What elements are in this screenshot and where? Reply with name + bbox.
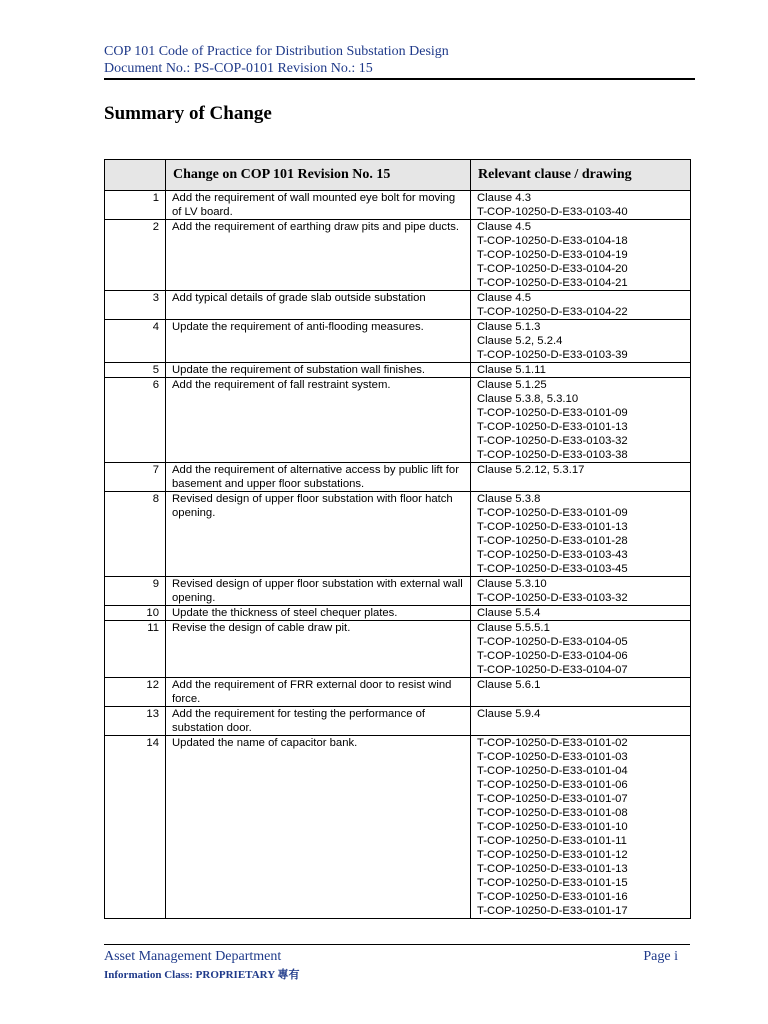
- relevant-references: [471, 736, 691, 919]
- reference-item: T-COP-10250-D-E33-0104-05: [477, 636, 628, 648]
- reference-item: Clause 5.1.11: [477, 364, 546, 376]
- header-title: COP 101 Code of Practice for Distribution Substation Design: [104, 44, 449, 59]
- reference-item: T-COP-10250-D-E33-0101-13: [477, 521, 628, 533]
- reference-item: T-COP-10250-D-E33-0103-39: [477, 349, 628, 361]
- table-row: [105, 378, 691, 463]
- reference-item: T-COP-10250-D-E33-0103-43: [477, 549, 628, 561]
- table-header-row: [105, 160, 691, 191]
- relevant-references: [471, 220, 691, 291]
- reference-item: T-COP-10250-D-E33-0101-09: [477, 407, 628, 419]
- row-number: 2: [105, 220, 166, 291]
- reference-item: Clause 5.6.1: [477, 679, 541, 691]
- reference-item: T-COP-10250-D-E33-0101-15: [477, 877, 628, 889]
- page-number: Page i: [643, 949, 678, 964]
- reference-item: T-COP-10250-D-E33-0103-45: [477, 563, 628, 575]
- row-number: 4: [105, 320, 166, 363]
- change-description: Add the requirement for testing the performance of substation door.: [166, 707, 471, 736]
- row-number: 12: [105, 678, 166, 707]
- reference-item: T-COP-10250-D-E33-0101-07: [477, 793, 628, 805]
- header-divider: [104, 78, 695, 80]
- change-description: Update the thickness of steel chequer plates.: [166, 606, 471, 621]
- reference-item: T-COP-10250-D-E33-0101-04: [477, 765, 628, 777]
- table-row: [105, 291, 691, 320]
- row-number: 1: [105, 191, 166, 220]
- change-description: Revised design of upper floor substation with floor hatch opening.: [166, 492, 471, 577]
- row-number: 14: [105, 736, 166, 919]
- reference-item: T-COP-10250-D-E33-0104-19: [477, 249, 628, 261]
- reference-item: T-COP-10250-D-E33-0101-02: [477, 737, 628, 749]
- reference-item: T-COP-10250-D-E33-0103-38: [477, 449, 628, 461]
- summary-of-change-table: [104, 159, 691, 919]
- reference-item: T-COP-10250-D-E33-0104-07: [477, 664, 628, 676]
- table-row: [105, 320, 691, 363]
- reference-item: Clause 5.2.12, 5.3.17: [477, 464, 585, 476]
- table-row: [105, 736, 691, 919]
- reference-item: T-COP-10250-D-E33-0103-32: [477, 592, 628, 604]
- reference-item: T-COP-10250-D-E33-0101-17: [477, 905, 628, 917]
- information-class: Information Class: PROPRIETARY 專有: [104, 969, 300, 981]
- reference-item: T-COP-10250-D-E33-0101-06: [477, 779, 628, 791]
- table-row: [105, 621, 691, 678]
- reference-item: T-COP-10250-D-E33-0104-18: [477, 235, 628, 247]
- relevant-references: [471, 577, 691, 606]
- reference-item: T-COP-10250-D-E33-0101-28: [477, 535, 628, 547]
- reference-item: Clause 5.1.3: [477, 321, 541, 333]
- change-description: Update the requirement of anti-flooding measures.: [166, 320, 471, 363]
- reference-item: T-COP-10250-D-E33-0104-20: [477, 263, 628, 275]
- change-description: Add the requirement of fall restraint system.: [166, 378, 471, 463]
- reference-item: T-COP-10250-D-E33-0101-11: [477, 835, 627, 847]
- row-number: 9: [105, 577, 166, 606]
- table-row: [105, 191, 691, 220]
- reference-item: Clause 5.9.4: [477, 708, 541, 720]
- relevant-references: [471, 606, 691, 621]
- reference-item: Clause 4.3: [477, 192, 532, 204]
- change-description: Update the requirement of substation wall finishes.: [166, 363, 471, 378]
- reference-item: T-COP-10250-D-E33-0104-06: [477, 650, 628, 662]
- column-header-number: [105, 160, 166, 191]
- relevant-references: [471, 191, 691, 220]
- table-row: [105, 363, 691, 378]
- header-document-number: Document No.: PS-COP-0101 Revision No.: 15: [104, 61, 373, 76]
- relevant-references: [471, 378, 691, 463]
- row-number: 10: [105, 606, 166, 621]
- document-header: [104, 43, 449, 77]
- table-row: [105, 220, 691, 291]
- table-row: [105, 606, 691, 621]
- page-title: Summary of Change: [104, 103, 272, 124]
- reference-item: T-COP-10250-D-E33-0101-13: [477, 421, 628, 433]
- reference-item: T-COP-10250-D-E33-0101-13: [477, 863, 628, 875]
- reference-item: T-COP-10250-D-E33-0103-40: [477, 206, 628, 218]
- change-description: Updated the name of capacitor bank.: [166, 736, 471, 919]
- table-row: [105, 707, 691, 736]
- column-header-reference: Relevant clause / drawing: [471, 160, 691, 191]
- reference-item: Clause 5.3.8: [477, 493, 541, 505]
- relevant-references: [471, 363, 691, 378]
- table-row: [105, 577, 691, 606]
- row-number: 3: [105, 291, 166, 320]
- relevant-references: [471, 621, 691, 678]
- reference-item: Clause 5.1.25: [477, 379, 547, 391]
- relevant-references: [471, 463, 691, 492]
- row-number: 11: [105, 621, 166, 678]
- change-description: Add the requirement of alternative access by public lift for basement and upper floor substations.: [166, 463, 471, 492]
- change-description: Revised design of upper floor substation with external wall opening.: [166, 577, 471, 606]
- reference-item: T-COP-10250-D-E33-0104-22: [477, 306, 628, 318]
- relevant-references: [471, 707, 691, 736]
- row-number: 7: [105, 463, 166, 492]
- relevant-references: [471, 320, 691, 363]
- footer-divider: [104, 944, 690, 945]
- reference-item: Clause 5.3.8, 5.3.10: [477, 393, 579, 405]
- reference-item: Clause 5.2, 5.2.4: [477, 335, 563, 347]
- reference-item: T-COP-10250-D-E33-0101-16: [477, 891, 628, 903]
- footer-department: Asset Management Department: [104, 949, 282, 964]
- change-description: Revise the design of cable draw pit.: [166, 621, 471, 678]
- relevant-references: [471, 678, 691, 707]
- change-description: Add the requirement of earthing draw pits and pipe ducts.: [166, 220, 471, 291]
- reference-item: T-COP-10250-D-E33-0103-32: [477, 435, 628, 447]
- change-description: Add the requirement of FRR external door to resist wind force.: [166, 678, 471, 707]
- reference-item: T-COP-10250-D-E33-0101-09: [477, 507, 628, 519]
- change-description: Add the requirement of wall mounted eye bolt for moving of LV board.: [166, 191, 471, 220]
- reference-item: T-COP-10250-D-E33-0101-10: [477, 821, 628, 833]
- reference-item: T-COP-10250-D-E33-0101-08: [477, 807, 628, 819]
- table-row: [105, 463, 691, 492]
- row-number: 13: [105, 707, 166, 736]
- relevant-references: [471, 291, 691, 320]
- reference-item: Clause 5.5.4: [477, 607, 541, 619]
- column-header-change: Change on COP 101 Revision No. 15: [166, 160, 471, 191]
- reference-item: T-COP-10250-D-E33-0101-12: [477, 849, 628, 861]
- row-number: 8: [105, 492, 166, 577]
- reference-item: Clause 5.5.5.1: [477, 622, 550, 634]
- reference-item: Clause 4.5: [477, 292, 532, 304]
- change-description: Add typical details of grade slab outside substation: [166, 291, 471, 320]
- relevant-references: [471, 492, 691, 577]
- table-row: [105, 492, 691, 577]
- row-number: 6: [105, 378, 166, 463]
- reference-item: T-COP-10250-D-E33-0104-21: [477, 277, 628, 289]
- reference-item: Clause 4.5: [477, 221, 532, 233]
- reference-item: Clause 5.3.10: [477, 578, 547, 590]
- reference-item: T-COP-10250-D-E33-0101-03: [477, 751, 628, 763]
- table-row: [105, 678, 691, 707]
- row-number: 5: [105, 363, 166, 378]
